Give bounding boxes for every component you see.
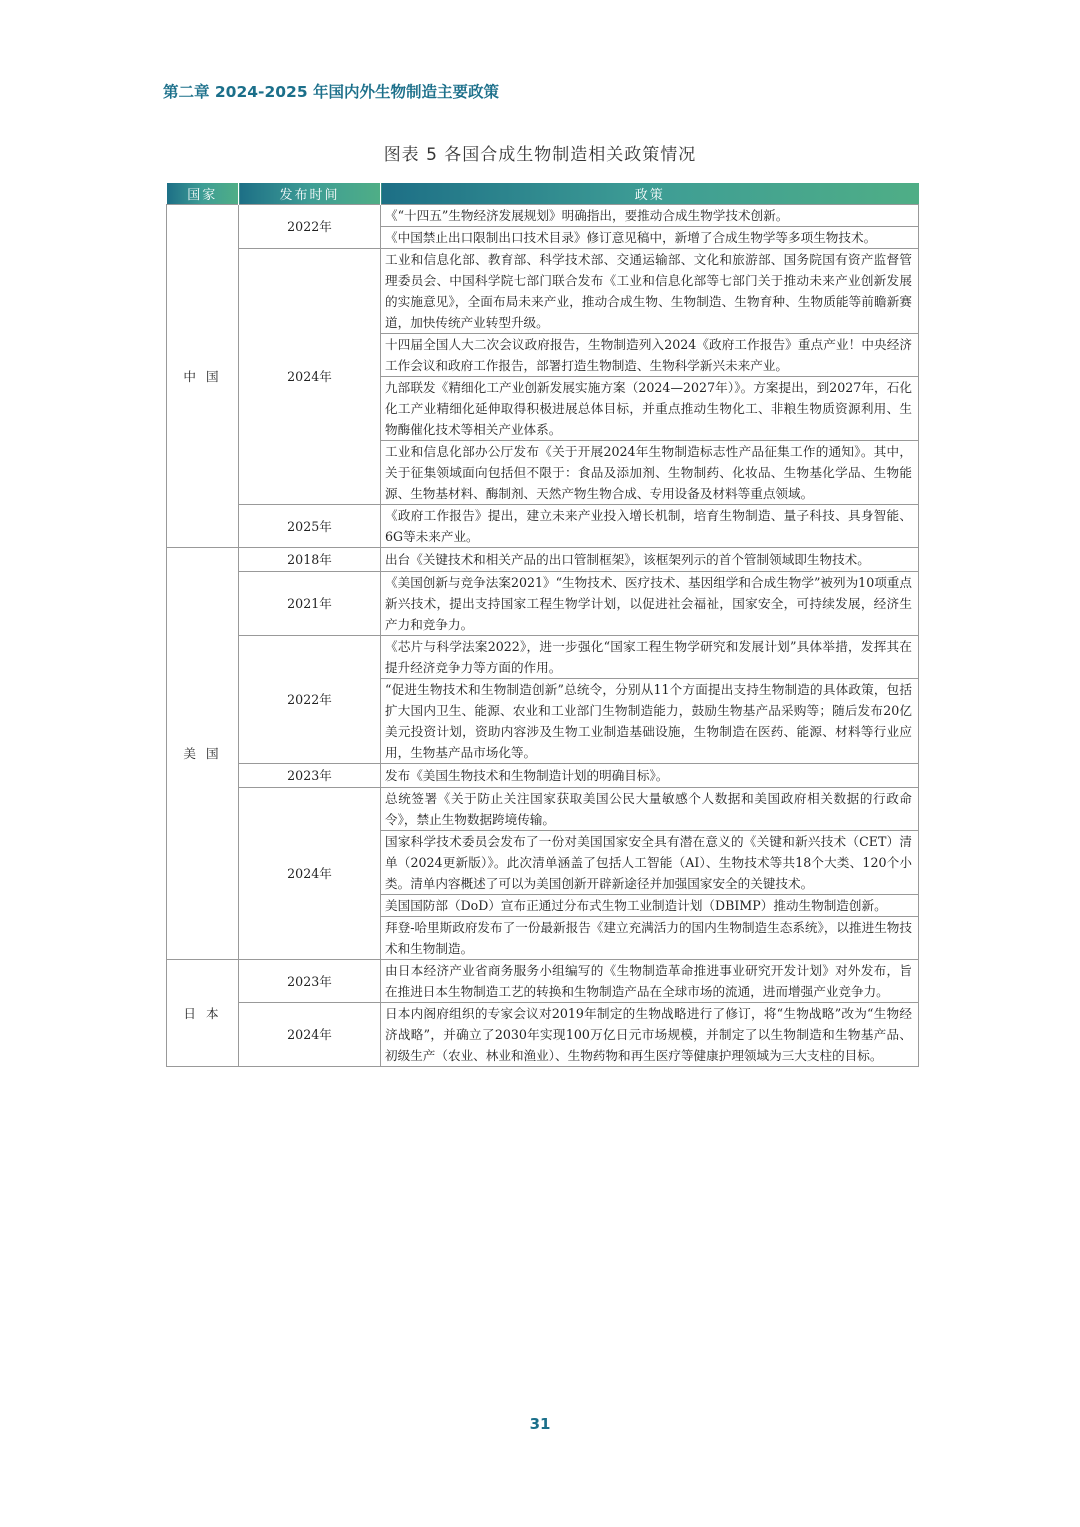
column-header-policy: 政策 (381, 183, 919, 205)
policy-cell: 工业和信息化部办公厅发布《关于开展2024年生物制造标志性产品征集工作的通知》。其中，关于征集领域面向包括但不限于：食品及添加剂、生物制药、化妆品、生物基化学品、生物能源、生物基材料、酶制剂、天然产物生物合成、专用设备及材料等重点领域。 (381, 441, 919, 505)
policy-cell: 十四届全国人大二次会议政府报告，生物制造列入2024《政府工作报告》重点产业！中央经济工作会议和政府工作报告，部署打造生物制造、生物科学新兴未来产业。 (381, 334, 919, 377)
policy-cell: 《中国禁止出口限制出口技术目录》修订意见稿中，新增了合成生物学等多项生物技术。 (381, 227, 919, 249)
table-row (167, 548, 919, 572)
year-cell: 2018年 (239, 548, 381, 572)
policy-cell: 发布《美国生物技术和生物制造计划的明确目标》。 (381, 764, 919, 788)
table-row (167, 505, 919, 548)
year-cell: 2022年 (239, 636, 381, 764)
table-row (167, 960, 919, 1003)
policy-cell: 《美国创新与竞争法案2021》“生物技术、医疗技术、基因组学和合成生物学”被列为10项重点新兴技术，提出支持国家工程生物学计划，以促进社会福祉，国家安全，可持续发展，经济生产力和竞争力。 (381, 572, 919, 636)
policy-cell: 总统签署《关于防止关注国家获取美国公民大量敏感个人数据和美国政府相关数据的行政命令》，禁止生物数据跨境传输。 (381, 788, 919, 831)
table-row (167, 205, 919, 227)
table-row (167, 249, 919, 334)
figure-caption: 图表 5 各国合成生物制造相关政策情况 (383, 145, 697, 165)
column-header-date: 发布时间 (239, 183, 381, 205)
policy-cell: 由日本经济产业省商务服务小组编写的《生物制造革命推进事业研究开发计划》对外发布，旨在推进日本生物制造工艺的转换和生物制造产品在全球市场的流通，进而增强产业竞争力。 (381, 960, 919, 1003)
year-cell: 2022年 (239, 205, 381, 249)
year-cell: 2025年 (239, 505, 381, 548)
year-cell: 2024年 (239, 1003, 381, 1067)
column-header-country: 国家 (167, 183, 239, 205)
policy-cell: 九部联发《精细化工产业创新发展实施方案（2024—2027年）》。方案提出，到2027年，石化化工产业精细化延伸取得积极进展总体目标，并重点推动生物化工、非粮生物质资源利用、生物酶催化技术等相关产业体系。 (381, 377, 919, 441)
year-cell: 2021年 (239, 572, 381, 636)
policy-cell: 工业和信息化部、教育部、科学技术部、交通运输部、文化和旅游部、国务院国有资产监督管理委员会、中国科学院七部门联合发布《工业和信息化部等七部门关于推动未来产业创新发展的实施意见》，全面布局未来产业，推动合成生物、生物制造、生物育种、生物质能等前瞻新赛道，加快传统产业转型升级。 (381, 249, 919, 334)
policy-cell: “促进生物技术和生物制造创新”总统令，分别从11个方面提出支持生物制造的具体政策，包括扩大国内卫生、能源、农业和工业部门生物制造能力，鼓励生物基产品采购等；随后发布20亿美元投资计划，资助内容涉及生物工业制造基础设施，生物制造在医药、能源、材料等行业应用，生物基产品市场化等。 (381, 679, 919, 764)
policy-cell: 《芯片与科学法案2022》，进一步强化“国家工程生物学研究和发展计划”具体举措，发挥其在提升经济竞争力等方面的作用。 (381, 636, 919, 679)
policy-cell: 美国国防部（DoD）宣布正通过分布式生物工业制造计划（DBIMP）推动生物制造创新。 (381, 895, 919, 917)
table-header-row (167, 183, 919, 205)
table-row (167, 788, 919, 831)
policy-cell: 《政府工作报告》提出，建立未来产业投入增长机制，培育生物制造、量子科技、具身智能、6G等未来产业。 (381, 505, 919, 548)
year-cell: 2024年 (239, 249, 381, 505)
year-cell: 2023年 (239, 960, 381, 1003)
policy-table (166, 183, 919, 1067)
year-cell: 2023年 (239, 764, 381, 788)
country-cell-japan: 日 本 (167, 960, 239, 1067)
policy-cell: 国家科学技术委员会发布了一份对美国国家安全具有潜在意义的《关键和新兴技术（CET）清单（2024更新版）》。此次清单涵盖了包括人工智能（AI）、生物技术等共18个大类、120个小类。清单内容概述了可以为美国创新开辟新途径并加强国家安全的关键技术。 (381, 831, 919, 895)
table-row (167, 572, 919, 636)
page-number: 31 (529, 1415, 551, 1433)
table-row (167, 764, 919, 788)
table-row (167, 636, 919, 679)
policy-cell: 出台《关键技术和相关产品的出口管制框架》，该框架列示的首个管制领域即生物技术。 (381, 548, 919, 572)
policy-cell: 《“十四五”生物经济发展规划》明确指出，要推动合成生物学技术创新。 (381, 205, 919, 227)
table-row (167, 1003, 919, 1067)
country-cell-china: 中 国 (167, 205, 239, 548)
policy-cell: 拜登-哈里斯政府发布了一份最新报告《建立充满活力的国内生物制造生态系统》，以推进生物技术和生物制造。 (381, 917, 919, 960)
year-cell: 2024年 (239, 788, 381, 960)
policy-cell: 日本内阁府组织的专家会议对2019年制定的生物战略进行了修订，将“生物战略”改为“生物经济战略”，并确立了2030年实现100万亿日元市场规模，并制定了以生物制造和生物基产品、初级生产（农业、林业和渔业）、生物药物和再生医疗等健康护理领域为三大支柱的目标。 (381, 1003, 919, 1067)
chapter-header: 第二章 2024-2025 年国内外生物制造主要政策 (163, 83, 500, 101)
country-cell-usa: 美 国 (167, 548, 239, 960)
